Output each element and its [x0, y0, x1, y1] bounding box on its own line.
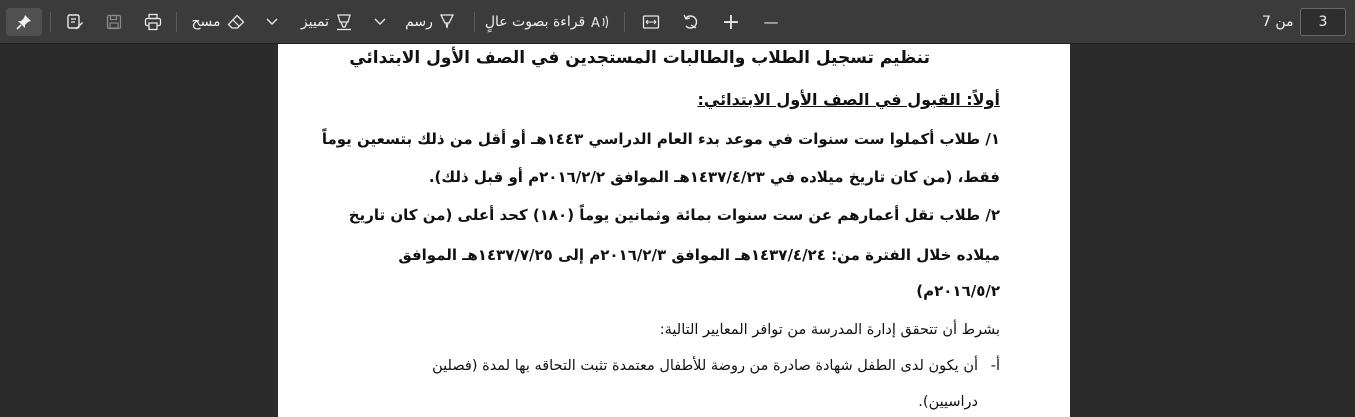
paragraph-1-line-1: ١/ طلاب أكملوا ست سنوات في موعد بدء العام الدراسي ١٤٤٣هـ أو أقل من ذلك بتسعين يوماً — [321, 130, 1000, 148]
chevron-down-icon — [266, 18, 278, 26]
toolbar-separator — [50, 12, 51, 32]
zoom-in-icon: + — [721, 9, 741, 35]
fit-page-button[interactable] — [638, 8, 664, 36]
toolbar-separator — [176, 12, 177, 32]
print-button[interactable] — [140, 8, 166, 36]
chevron-down-icon — [374, 18, 386, 26]
highlighter-icon — [335, 13, 353, 31]
erase-label: مسح — [191, 14, 221, 30]
draw-button[interactable] — [400, 8, 460, 36]
read-aloud-button[interactable] — [486, 8, 610, 36]
highlight-button[interactable] — [294, 8, 360, 36]
print-icon — [144, 13, 162, 31]
document-title: تنظيم تسجيل الطلاب والطالبات المستجدين في الصف الأول الابتدائي — [349, 48, 930, 68]
svg-text:A: A — [591, 16, 601, 30]
condition-line: بشرط أن تتحقق إدارة المدرسة من توافر المعايير التالية: — [659, 322, 1000, 338]
draw-options-button[interactable] — [370, 8, 390, 36]
edit-copy-icon — [66, 13, 84, 31]
toolbar-separator — [474, 12, 475, 32]
save-button[interactable] — [102, 8, 126, 36]
item-a-line-2: دراسيين). — [918, 394, 978, 410]
section-heading: أولاً: القبول في الصف الأول الابتدائي: — [697, 90, 1000, 109]
read-aloud-label: قراءة بصوت عالٍ — [484, 14, 586, 30]
erase-button[interactable] — [186, 8, 250, 36]
paragraph-1-line-2: فقط، (من كان تاريخ ميلاده في ١٤٣٧/٤/٢٣هـ الموافق ٢٠١٦/٢/٢م أو قبل ذلك). — [428, 168, 1000, 186]
pen-icon — [439, 13, 455, 31]
pin-button[interactable] — [6, 8, 42, 36]
toolbar-separator — [624, 12, 625, 32]
page-number-input[interactable]: 3 — [1300, 8, 1346, 36]
pdf-page — [278, 44, 1070, 417]
paragraph-2-line-1: ٢/ طلاب تقل أعمارهم عن ست سنوات بمائة وثمانين يوماً (١٨٠) كحد أعلى (من كان تاريخ — [348, 206, 1000, 224]
pin-icon — [16, 14, 32, 30]
save-icon — [106, 14, 122, 30]
highlight-options-button[interactable] — [262, 8, 282, 36]
rotate-icon — [682, 13, 700, 31]
zoom-out-icon: — — [763, 13, 779, 31]
eraser-icon — [227, 14, 245, 30]
highlight-label: تمييز — [300, 14, 330, 30]
read-aloud-icon — [591, 14, 611, 30]
paragraph-2-line-3: ٢٠١٦/٥/٢م) — [916, 282, 1000, 300]
zoom-in-button[interactable] — [718, 8, 744, 36]
item-a-marker: أ- — [990, 358, 1000, 374]
edit-copy-button[interactable] — [62, 8, 88, 36]
pdf-toolbar — [0, 0, 1355, 44]
fit-width-icon — [642, 14, 660, 30]
paragraph-2-line-2: ميلاده خلال الفترة من: ١٤٣٧/٤/٢٤هـ الموافق ٢٠١٦/٢/٣م إلى ١٤٣٧/٧/٢٥هـ الموافق — [398, 246, 1000, 264]
zoom-out-button[interactable] — [758, 8, 784, 36]
page-count-label: من 7 — [1262, 14, 1294, 30]
rotate-button[interactable] — [678, 8, 704, 36]
draw-label: رسم — [405, 14, 433, 30]
item-a-line-1: أن يكون لدى الطفل شهادة صادرة من روضة للأطفال معتمدة تثبت التحاقه بها لمدة (فصلين — [432, 358, 978, 374]
